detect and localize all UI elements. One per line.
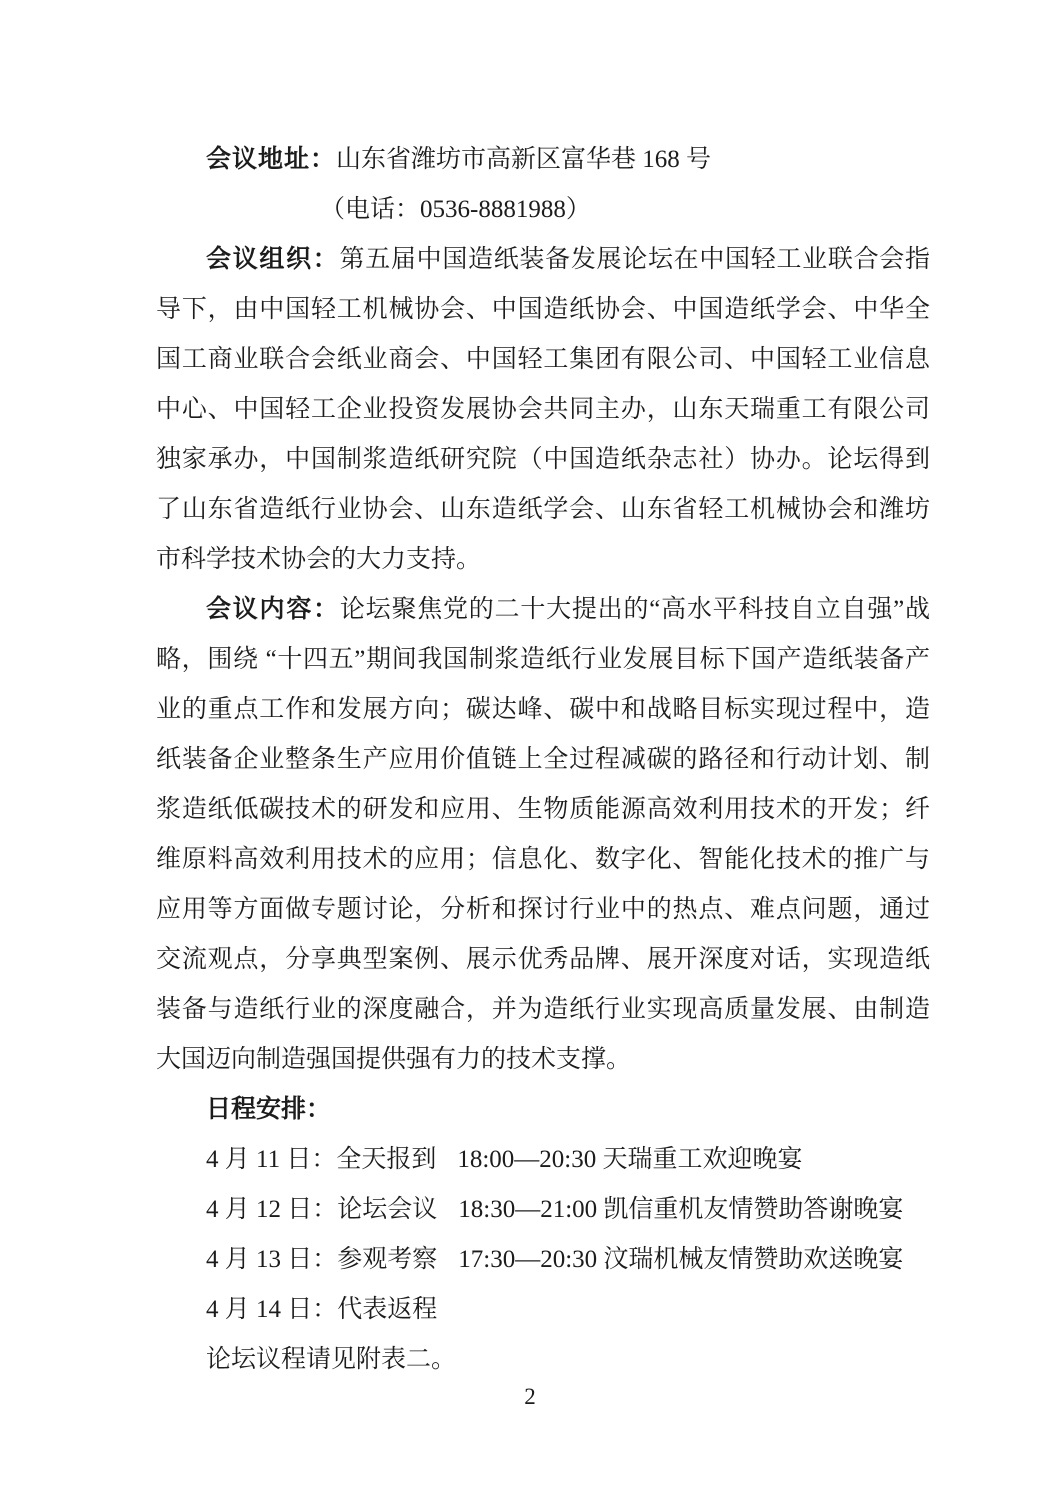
schedule-evening-event: 18:00—20:30 天瑞重工欢迎晚宴 [457, 1146, 803, 1173]
meeting-content-paragraph [156, 585, 930, 1085]
schedule-date: 4 月 12 日： [206, 1196, 338, 1223]
schedule-title: 日程安排： [206, 1096, 332, 1123]
schedule-row-day4 [156, 1285, 930, 1335]
meeting-content-label: 会议内容： [206, 596, 340, 623]
meeting-address-line [156, 135, 930, 185]
page-number: 2 [524, 1384, 536, 1409]
meeting-address-label: 会议地址： [206, 146, 337, 173]
meeting-organization-label: 会议组织： [206, 246, 340, 273]
schedule-row-day2 [156, 1185, 930, 1235]
schedule-activity: 全天报到 [336, 1146, 437, 1173]
schedule-activity: 代表返程 [337, 1296, 438, 1323]
document-body [156, 135, 930, 1385]
schedule-evening-event: 17:30—20:30 汶瑞机械友情赞助欢送晚宴 [458, 1246, 904, 1273]
schedule-activity: 参观考察 [337, 1246, 438, 1273]
schedule-date: 4 月 14 日： [206, 1296, 338, 1323]
schedule-date: 4 月 11 日： [206, 1146, 337, 1173]
meeting-phone-line: （电话：0536-8881988） [320, 196, 591, 223]
schedule-footnote: 论坛议程请见附表二。 [206, 1346, 457, 1373]
schedule-row-day1 [156, 1135, 930, 1185]
meeting-address-value: 山东省潍坊市高新区富华巷 168 号 [336, 146, 712, 173]
schedule-date: 4 月 13 日： [206, 1246, 338, 1273]
meeting-organization-text: 第五届中国造纸装备发展论坛在中国轻工业联合会指导下，由中国轻工机械协会、中国造纸协会、中国造纸学会、中华全国工商业联合会纸业商会、中国轻工集团有限公司、中国轻工业信息中心、中国轻工企业投资发展协会共同主办，山东天瑞重工有限公司独家承办，中国制浆造纸研究院（中国造纸杂志社）协办。论坛得到了山东省造纸行业协会、山东造纸学会、山东省轻工机械协会和潍坊市科学技术协会的大力支持。 [156, 246, 930, 573]
meeting-content-text: 论坛聚焦党的二十大提出的“高水平科技自立自强”战略，围绕 “十四五”期间我国制浆造纸行业发展目标下国产造纸装备产业的重点工作和发展方向；碳达峰、碳中和战略目标实现过程中，造纸装备企业整条生产应用价值链上全过程减碳的路径和行动计划、制浆造纸低碳技术的研发和应用、生物质能源高效利用技术的开发；纤维原料高效利用技术的应用；信息化、数字化、智能化技术的推广与应用等方面做专题讨论，分析和探讨行业中的热点、难点问题，通过交流观点，分享典型案例、展示优秀品牌、展开深度对话，实现造纸装备与造纸行业的深度融合，并为造纸行业实现高质量发展、由制造大国迈向制造强国提供强有力的技术支撑。 [156, 596, 930, 1073]
schedule-row-day3 [156, 1235, 930, 1285]
schedule-activity: 论坛会议 [337, 1196, 438, 1223]
meeting-organization-paragraph [156, 235, 930, 585]
schedule-evening-event: 18:30—21:00 凯信重机友情赞助答谢晚宴 [458, 1196, 904, 1223]
